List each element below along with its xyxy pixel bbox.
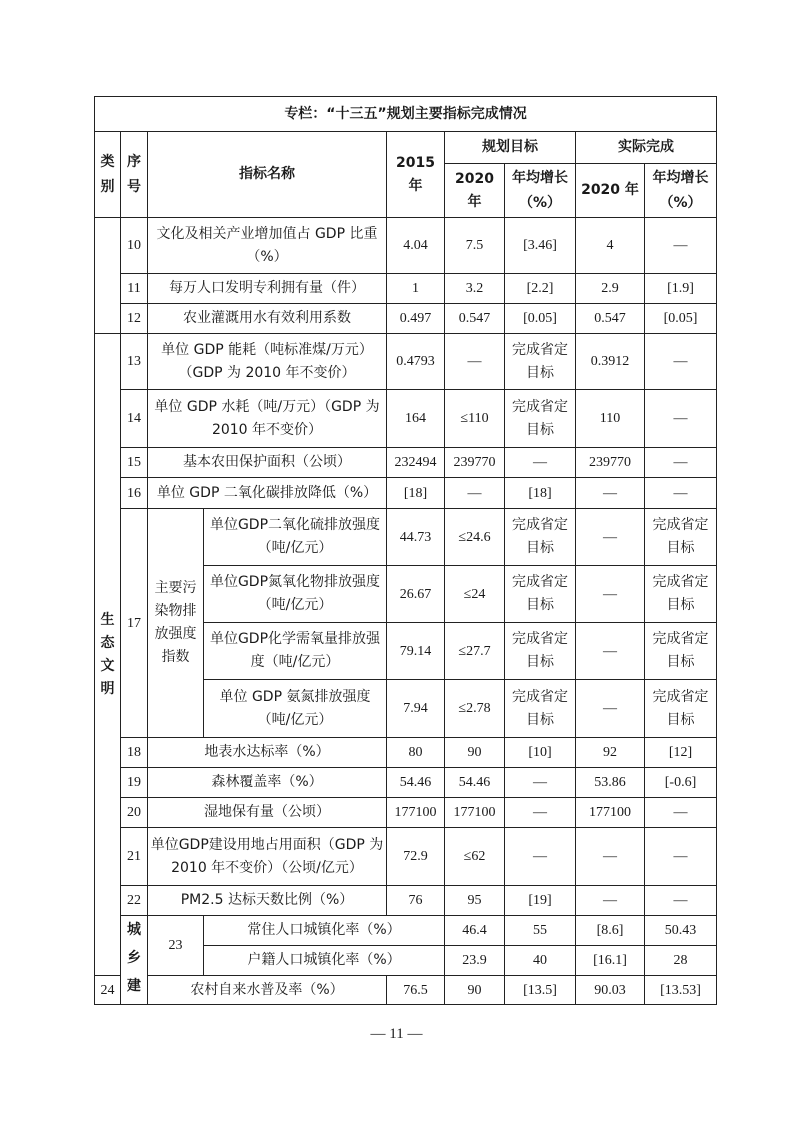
row-actual-2020: — [576, 623, 645, 680]
row-plan-growth: 完成省定目标 [505, 334, 576, 390]
row-plan-growth: 完成省定目标 [505, 623, 576, 680]
row-actual-growth: — [645, 798, 717, 828]
row-plan-2020: 90 [445, 976, 505, 1005]
row-index: 11 [121, 274, 148, 304]
row-index: 23 [148, 916, 204, 976]
row-actual-2020: — [576, 509, 645, 566]
row-name: 文化及相关产业增加值占 GDP 比重（%） [148, 218, 387, 274]
row-index: 10 [121, 218, 148, 274]
row-actual-2020: 0.547 [576, 304, 645, 334]
row-index: 17 [121, 509, 148, 738]
row-plan-2020: ≤110 [445, 390, 505, 448]
table-row [95, 798, 717, 828]
row-2015: 0.497 [387, 304, 445, 334]
row-actual-growth: 完成省定目标 [645, 566, 717, 623]
header-actual-2020: 2020 年 [576, 164, 645, 218]
row-name: PM2.5 达标天数比例（%） [148, 886, 387, 916]
row-actual-growth: — [645, 448, 717, 478]
table-row [95, 390, 717, 448]
row-plan-2020: 90 [445, 738, 505, 768]
row-actual-2020: 53.86 [576, 768, 645, 798]
row-2015: 76.5 [387, 976, 445, 1005]
title-row [95, 97, 717, 132]
subrow-name: 单位GDP氮氧化物排放强度（吨/亿元） [204, 566, 387, 623]
header-name: 指标名称 [148, 132, 387, 218]
row-index: 20 [121, 798, 148, 828]
subrow-name: 单位GDP二氧化硫排放强度（吨/亿元） [204, 509, 387, 566]
row-actual-2020: 28 [645, 946, 717, 976]
row-name: 单位 GDP 二氧化碳排放降低（%） [148, 478, 387, 509]
row-actual-2020: 50.43 [645, 916, 717, 946]
row-2015: 1 [387, 274, 445, 304]
row-index: 16 [121, 478, 148, 509]
row-plan-growth: 完成省定目标 [505, 390, 576, 448]
row-index: 13 [121, 334, 148, 390]
row-actual-2020: 4 [576, 218, 645, 274]
row-index: 22 [121, 886, 148, 916]
row-2015: 44.73 [387, 509, 445, 566]
row-plan-2020: 95 [445, 886, 505, 916]
row-actual-growth: — [645, 886, 717, 916]
row-plan-growth: [3.46] [505, 218, 576, 274]
row-plan-growth: — [505, 768, 576, 798]
row-plan-growth: — [505, 448, 576, 478]
row-2015: 23.9 [445, 946, 505, 976]
row-plan-growth: [18] [505, 478, 576, 509]
row-actual-growth: 完成省定目标 [645, 509, 717, 566]
row-plan-2020: — [445, 478, 505, 509]
row-name: 农村自来水普及率（%） [148, 976, 387, 1005]
row-actual-growth: — [645, 218, 717, 274]
row-plan-growth: [2.2] [505, 274, 576, 304]
table-row [95, 218, 717, 274]
row-2015: 80 [387, 738, 445, 768]
row-2015: [18] [387, 478, 445, 509]
row-2015: 7.94 [387, 680, 445, 738]
row-name: 基本农田保护面积（公顷） [148, 448, 387, 478]
header-row-1 [95, 132, 717, 164]
header-plan-growth: 年均增长（%） [505, 164, 576, 218]
subrow-name: 单位GDP化学需氧量排放强度（吨/亿元） [204, 623, 387, 680]
table-row [95, 828, 717, 886]
row-actual-growth: [13.53] [645, 976, 717, 1005]
row-actual-growth: [-0.6] [645, 768, 717, 798]
row-plan-2020: ≤62 [445, 828, 505, 886]
category-cell-empty [95, 218, 121, 334]
row-plan-growth: [0.05] [505, 304, 576, 334]
row-index: 24 [95, 976, 121, 1005]
row-plan-growth: [8.6] [576, 916, 645, 946]
header-index: 序号 [121, 132, 148, 218]
row-name: 单位 GDP 能耗（吨标准煤/万元）（GDP 为 2010 年不变价） [148, 334, 387, 390]
row-actual-growth: — [645, 828, 717, 886]
row-name: 常住人口城镇化率（%） [204, 916, 445, 946]
row-plan-2020: ≤24.6 [445, 509, 505, 566]
row-plan-growth: 完成省定目标 [505, 509, 576, 566]
row-actual-2020: — [576, 478, 645, 509]
row-2015: 76 [387, 886, 445, 916]
table-row [95, 509, 717, 566]
row-2015: 164 [387, 390, 445, 448]
row-actual-growth: [12] [645, 738, 717, 768]
row-2015: 79.14 [387, 623, 445, 680]
row-plan-growth: [13.5] [505, 976, 576, 1005]
row-actual-2020: — [576, 828, 645, 886]
row-2015: 177100 [387, 798, 445, 828]
row-actual-2020: — [576, 886, 645, 916]
indicator-table [94, 96, 717, 1005]
row-plan-2020: 7.5 [445, 218, 505, 274]
row-index: 19 [121, 768, 148, 798]
row-actual-growth: [0.05] [645, 304, 717, 334]
row-actual-growth: — [645, 334, 717, 390]
row-plan-2020: 40 [505, 946, 576, 976]
header-actual-growth: 年均增长（%） [645, 164, 717, 218]
row-index: 15 [121, 448, 148, 478]
row-plan-2020: 0.547 [445, 304, 505, 334]
header-plan-2020: 2020 年 [445, 164, 505, 218]
row-plan-2020: ≤2.78 [445, 680, 505, 738]
row-2015: 232494 [387, 448, 445, 478]
row-index: 18 [121, 738, 148, 768]
row-name: 森林覆盖率（%） [148, 768, 387, 798]
row-name: 单位 GDP 水耗（吨/万元）（GDP 为 2010 年不变价） [148, 390, 387, 448]
row-2015: 4.04 [387, 218, 445, 274]
row-plan-2020: 177100 [445, 798, 505, 828]
table-row [95, 916, 717, 946]
row-plan-2020: 55 [505, 916, 576, 946]
row-plan-2020: 3.2 [445, 274, 505, 304]
row-plan-2020: 239770 [445, 448, 505, 478]
row-plan-growth: — [505, 828, 576, 886]
row-2015: 46.4 [445, 916, 505, 946]
row-actual-2020: 110 [576, 390, 645, 448]
row-name: 单位GDP建设用地占用面积（GDP 为 2010 年不变价）（公顷/亿元） [148, 828, 387, 886]
row-actual-2020: 177100 [576, 798, 645, 828]
table-row [95, 738, 717, 768]
row-actual-growth: 完成省定目标 [645, 680, 717, 738]
row-2015: 0.4793 [387, 334, 445, 390]
page-number: — 11 — [370, 1026, 423, 1042]
row-actual-2020: 0.3912 [576, 334, 645, 390]
subrow-name: 单位 GDP 氨氮排放强度（吨/亿元） [204, 680, 387, 738]
table-row [95, 886, 717, 916]
header-base-year: 2015 年 [387, 132, 445, 218]
table-row [95, 448, 717, 478]
row-actual-growth: — [645, 390, 717, 448]
row-actual-2020: 2.9 [576, 274, 645, 304]
row-plan-2020: ≤24 [445, 566, 505, 623]
row-plan-growth: 完成省定目标 [505, 680, 576, 738]
header-category: 类别 [95, 132, 121, 218]
row-name: 每万人口发明专利拥有量（件） [148, 274, 387, 304]
row-plan-growth: [19] [505, 886, 576, 916]
row-name: 户籍人口城镇化率（%） [204, 946, 445, 976]
category-ecology: 生态文明 [95, 334, 121, 976]
row-actual-2020: 92 [576, 738, 645, 768]
row-actual-growth: — [645, 478, 717, 509]
row-plan-growth: [10] [505, 738, 576, 768]
row-2015: 26.67 [387, 566, 445, 623]
table-row [95, 334, 717, 390]
table-row [95, 768, 717, 798]
table-title: 专栏：“十三五”规划主要指标完成情况 [95, 97, 717, 132]
table-row [95, 274, 717, 304]
group-label: 主要污染物排放强度指数 [148, 509, 204, 738]
row-plan-growth: [16.1] [576, 946, 645, 976]
row-name: 地表水达标率（%） [148, 738, 387, 768]
row-plan-2020: — [445, 334, 505, 390]
row-2015: 72.9 [387, 828, 445, 886]
category-urban: 城乡建 [121, 916, 148, 1005]
table-row [95, 976, 717, 1005]
row-name: 湿地保有量（公顷） [148, 798, 387, 828]
row-actual-2020: 90.03 [576, 976, 645, 1005]
row-actual-growth: 完成省定目标 [645, 623, 717, 680]
row-plan-2020: 54.46 [445, 768, 505, 798]
row-plan-2020: ≤27.7 [445, 623, 505, 680]
row-plan-growth: 完成省定目标 [505, 566, 576, 623]
row-index: 14 [121, 390, 148, 448]
row-actual-2020: — [576, 566, 645, 623]
row-index: 12 [121, 304, 148, 334]
row-actual-2020: 239770 [576, 448, 645, 478]
header-actual: 实际完成 [576, 132, 717, 164]
row-2015: 54.46 [387, 768, 445, 798]
row-actual-growth: [1.9] [645, 274, 717, 304]
header-plan: 规划目标 [445, 132, 576, 164]
row-index: 21 [121, 828, 148, 886]
row-plan-growth: — [505, 798, 576, 828]
row-name: 农业灌溉用水有效利用系数 [148, 304, 387, 334]
table-row [95, 478, 717, 509]
table-row [95, 304, 717, 334]
row-actual-2020: — [576, 680, 645, 738]
